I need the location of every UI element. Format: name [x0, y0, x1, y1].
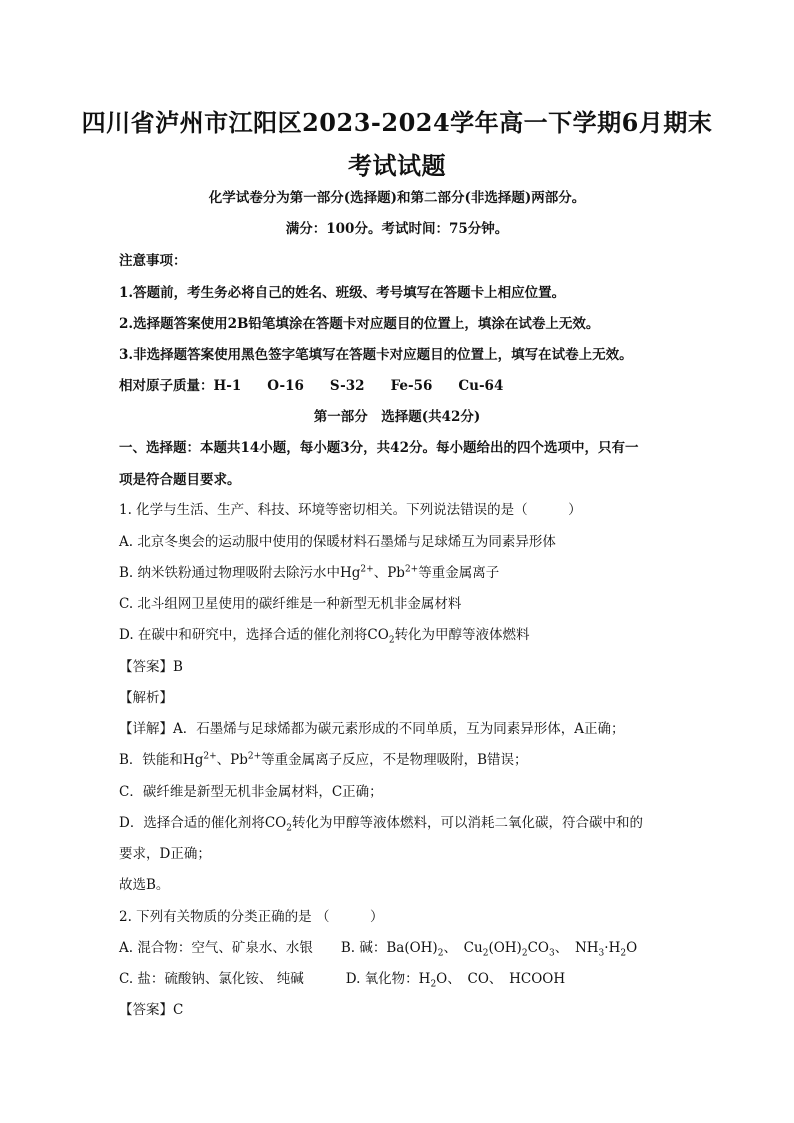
question-1-option-a: A. 北京冬奥会的运动服中使用的保暖材料石墨烯与足球烯互为同素异形体: [119, 534, 556, 550]
atomic-mass-h: H-1: [213, 378, 242, 394]
part-1-heading: 第一部分 选择题(共42分): [313, 409, 481, 425]
question-2-options-cd: [119, 967, 679, 990]
exam-title-line-2: 考试试题: [348, 151, 446, 180]
notice-heading: 注意事项：: [119, 253, 187, 269]
section-1-instructions-line-1: 一、选择题：本题共14小题，每小题3分，共42分。每小题给出的四个选项中，只有一: [119, 440, 639, 456]
question-2-option-c: C. 盐：硫酸钠、氯化铵、 纯碱: [119, 971, 304, 987]
atomic-mass-label: 相对原子质量：: [119, 378, 214, 394]
exam-title-line-1: 四川省泸州市江阳区2023-2024学年高一下学期6月期末: [81, 108, 713, 137]
question-1-detail-d-line-2: 要求，D正确；: [119, 846, 211, 862]
question-1-detail-a: 【详解】A．石墨烯与足球烯都为碳元素形成的不同单质，互为同素异形体，A正确；: [119, 721, 625, 737]
question-2-options-ab: [119, 936, 679, 959]
score-and-time: 满分：100分。考试时间：75分钟。: [285, 221, 509, 237]
question-2-stem: 2. 下列有关物质的分类正确的是 （ ）: [119, 909, 384, 925]
atomic-mass-o: O-16: [267, 378, 304, 394]
atomic-mass-cu: Cu-64: [458, 378, 504, 394]
question-2-option-b: B. 碱：$Ba(OH)_2$、 $Cu_2(OH)_2CO_3$、 $NH_3\cdot H_2O$: [340, 940, 638, 959]
question-2-answer: 【答案】C: [119, 1002, 184, 1018]
question-1-detail-c: C．碳纤维是新型无机非金属材料，C正确；: [119, 784, 383, 800]
question-1-detail-d-line-1: D．选择合适的催化剂将$CO_2$转化为甲醇等液体燃料，可以消耗二氧化碳，符合碳中和的: [119, 815, 643, 834]
notice-item-1: 1.答题前，考生务必将自己的姓名、班级、考号填写在答题卡上相应位置。: [119, 285, 566, 301]
question-1-conclusion: 故选B。: [119, 877, 170, 893]
section-1-instructions-line-2: 项是符合题目要求。: [119, 472, 241, 488]
question-1-option-d: D. 在碳中和研究中，选择合适的催化剂将$CO_2$转化为甲醇等液体燃料: [119, 627, 530, 646]
exam-intro: 化学试卷分为第一部分(选择题)和第二部分(非选择题)两部分。: [208, 190, 586, 206]
question-1-detail-b: B．铁能和$Hg^{2+}$、$Pb^{2+}$等重金属离子反应，不是物理吸附，B错误；: [119, 751, 528, 768]
notice-item-3: 3.非选择题答案使用黑色签字笔填写在答题卡对应题目的位置上，填写在试卷上无效。: [119, 347, 633, 363]
question-2-option-a: A. 混合物：空气、矿泉水、水银: [119, 940, 313, 956]
question-1-option-c: C. 北斗组网卫星使用的碳纤维是一种新型无机非金属材料: [119, 596, 462, 612]
question-1-answer: 【答案】B: [119, 659, 183, 675]
notice-item-2: 2.选择题答案使用2B铅笔填涂在答题卡对应题目的位置上，填涂在试卷上无效。: [119, 316, 600, 332]
question-1-option-b: B. 纳米铁粉通过物理吸附去除污水中$Hg^{2+}$、$Pb^{2+}$等重金属离子: [119, 564, 500, 581]
question-1-analysis-label: 【解析】: [119, 690, 173, 706]
question-1-stem: 1. 化学与生活、生产、科技、环境等密切相关。下列说法错误的是（ ）: [119, 502, 582, 518]
question-2-option-d: D. 氧化物：$H_2O$、 CO、 HCOOH: [345, 971, 566, 990]
atomic-mass-fe: Fe-56: [390, 378, 433, 394]
atomic-mass-line: [119, 374, 679, 394]
atomic-mass-s: S-32: [329, 378, 365, 394]
